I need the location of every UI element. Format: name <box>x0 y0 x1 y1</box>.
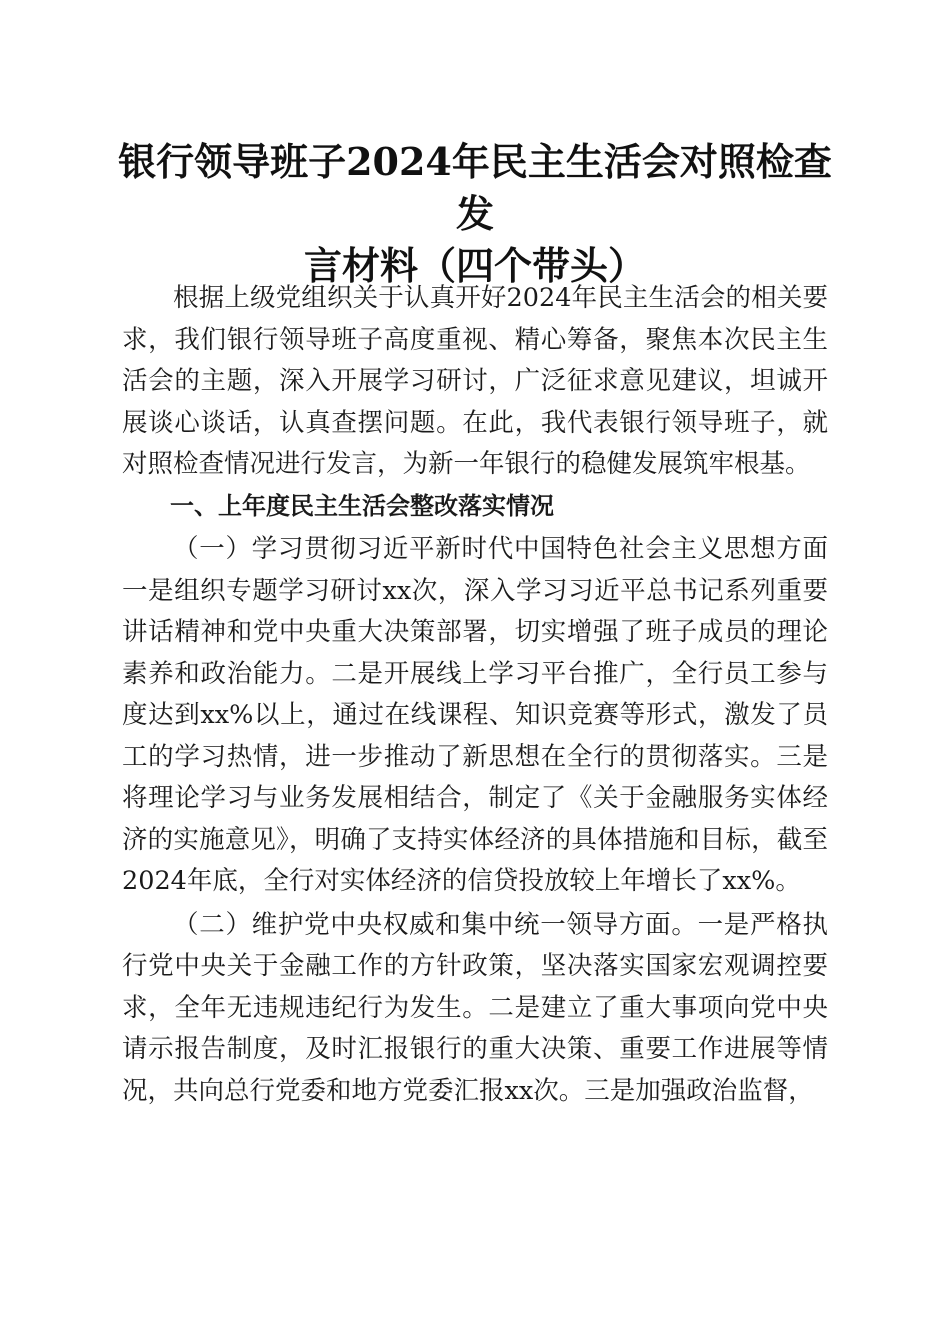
document-body <box>122 278 828 1112</box>
document-title <box>100 136 850 292</box>
subsection-paragraph-2: （二）维护党中央权威和集中统一领导方面。一是严格执行党中央关于金融工作的方针政策，坚决落实国家宏观调控要求，全年无违规违纪行为发生。二是建立了重大事项向党中央请示报告制度，及时汇报银行的重大决策、重要工作进展等情况，共向总行党委和地方党委汇报xx次。三是加强政治监督， <box>122 909 828 1106</box>
section-heading-1: 一、上年度民主生活会整改落实情况 <box>170 491 554 520</box>
title-line-2: 言材料（四个带头） <box>303 243 646 288</box>
subsection-paragraph-1: （一）学习贯彻习近平新时代中国特色社会主义思想方面一是组织专题学习研讨xx次，深入学习习近平总书记系列重要讲话精神和党中央重大决策部署，切实增强了班子成员的理论素养和政治能力。二是开展线上学习平台推广，全行员工参与度达到xx%以上，通过在线课程、知识竞赛等形式，激发了员工的学习热情，进一步推动了新思想在全行的贯彻落实。三是将理论学习与业务发展相结合，制定了《关于金融服务实体经济的实施意见》，明确了支持实体经济的具体措施和目标，截至2024年底，全行对实体经济的信贷投放较上年增长了xx%。 <box>122 534 828 896</box>
title-line-1: 银行领导班子2024年民主生活会对照检查发 <box>118 139 832 236</box>
intro-paragraph: 根据上级党组织关于认真开好2024年民主生活会的相关要求，我们银行领导班子高度重视、精心筹备，聚焦本次民主生活会的主题，深入开展学习研讨，广泛征求意见建议，坦诚开展谈心谈话，认真查摆问题。在此，我代表银行领导班子，就对照检查情况进行发言，为新一年银行的稳健发展筑牢根基。 <box>122 283 828 479</box>
